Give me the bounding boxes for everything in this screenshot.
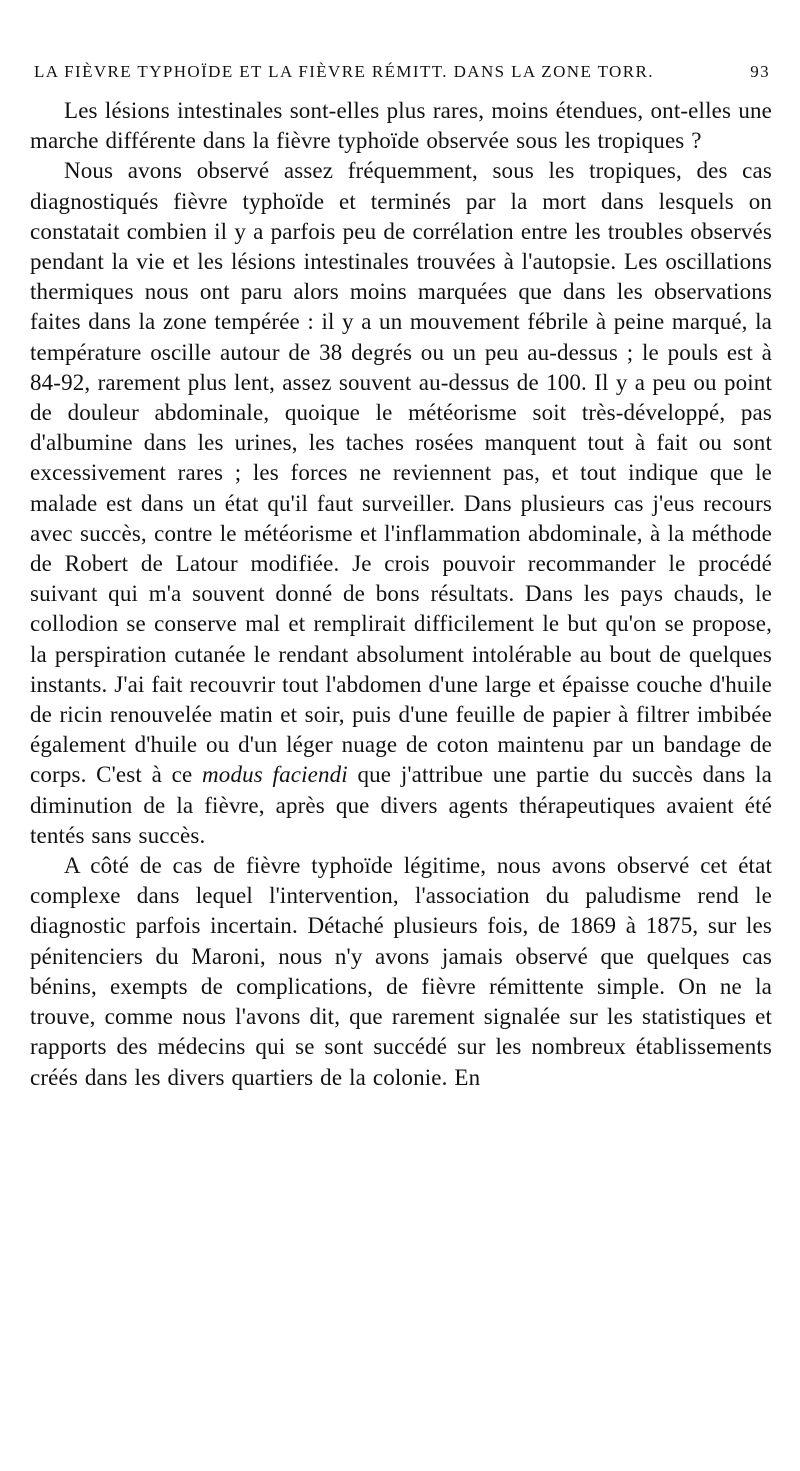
paragraph-2 (30, 156, 772, 851)
running-title: LA FIÈVRE TYPHOÏDE ET LA FIÈVRE RÉMITT. DANS LA ZONE TORR. (34, 62, 654, 81)
page-number: 93 (750, 62, 770, 81)
italic-phrase: modus faciendi (202, 762, 348, 788)
book-page (30, 58, 772, 1093)
paragraph-2-text-before: Nous avons observé assez fréquemment, sous les tropiques, des cas diagnostiqués fièvre typhoïde et terminés par la mort dans lesquels on constatait combien il y a parfois peu de corrélation entre les troubles observés pendant la vie et les lésions intestinales trouvées à l'autopsie. Les oscillations thermiques nous ont paru alors moins marquées que dans les observations faites dans la zone tempérée : il y a un mouvement fébrile à peine marqué, la température oscille autour de 38 degrés ou un peu au-dessus ; le pouls est à 84-92, rarement plus lent, assez souvent au-dessus de 100. Il y a peu ou point de douleur abdominale, quoique le météorisme soit très-développé, pas d'albumine dans les urines, les taches rosées manquent tout à fait ou sont excessivement rares ; les forces ne reviennent pas, et tout indique que le malade est dans un état qu'il faut surveiller. Dans plusieurs cas j'eus recours avec succès, contre le météorisme et l'inflammation abdominale, à la méthode de Robert de Latour modifiée. Je crois pouvoir recommander le procédé suivant qui m'a souvent donné de bons résultats. Dans les pays chauds, le collodion se conserve mal et remplirait difficilement le but qu'on se propose, la perspiration cutanée le rendant absolument intolérable au bout de quelques instants. J'ai fait recouvrir tout l'abdomen d'une large et épaisse couche d'huile de ricin renouvelée matin et soir, puis d'une feuille de papier à filtrer imbibée également d'huile ou d'un léger nuage de coton maintenu par un bandage de corps. C'est à ce (30, 158, 773, 788)
body-text (30, 96, 772, 1093)
paragraph-1: Les lésions intestinales sont-elles plus rares, moins étendues, ont-elles une marche différente dans la fièvre typhoïde observée sous les tropiques ? (30, 98, 772, 154)
running-header (34, 58, 770, 86)
paragraph-3: A côté de cas de fièvre typhoïde légitime, nous avons observé cet état complexe dans lequel l'intervention, l'association du paludisme rend le diagnostic parfois incertain. Détaché plusieurs fois, de 1869 à 1875, sur les pénitenciers du Maroni, nous n'y avons jamais observé que quelques cas bénins, exempts de complications, de fièvre rémittente simple. On ne la trouve, comme nous l'avons dit, que rarement signalée sur les statistiques et rapports des médecins qui se sont succédé sur les nombreux établissements créés dans les divers quartiers de la colonie. En (30, 853, 772, 1090)
paragraph-2-text-after: que j'attribue une partie du succès dans la diminution de la fièvre, après que divers agents thérapeutiques avaient été tentés sans succès. (30, 762, 772, 848)
